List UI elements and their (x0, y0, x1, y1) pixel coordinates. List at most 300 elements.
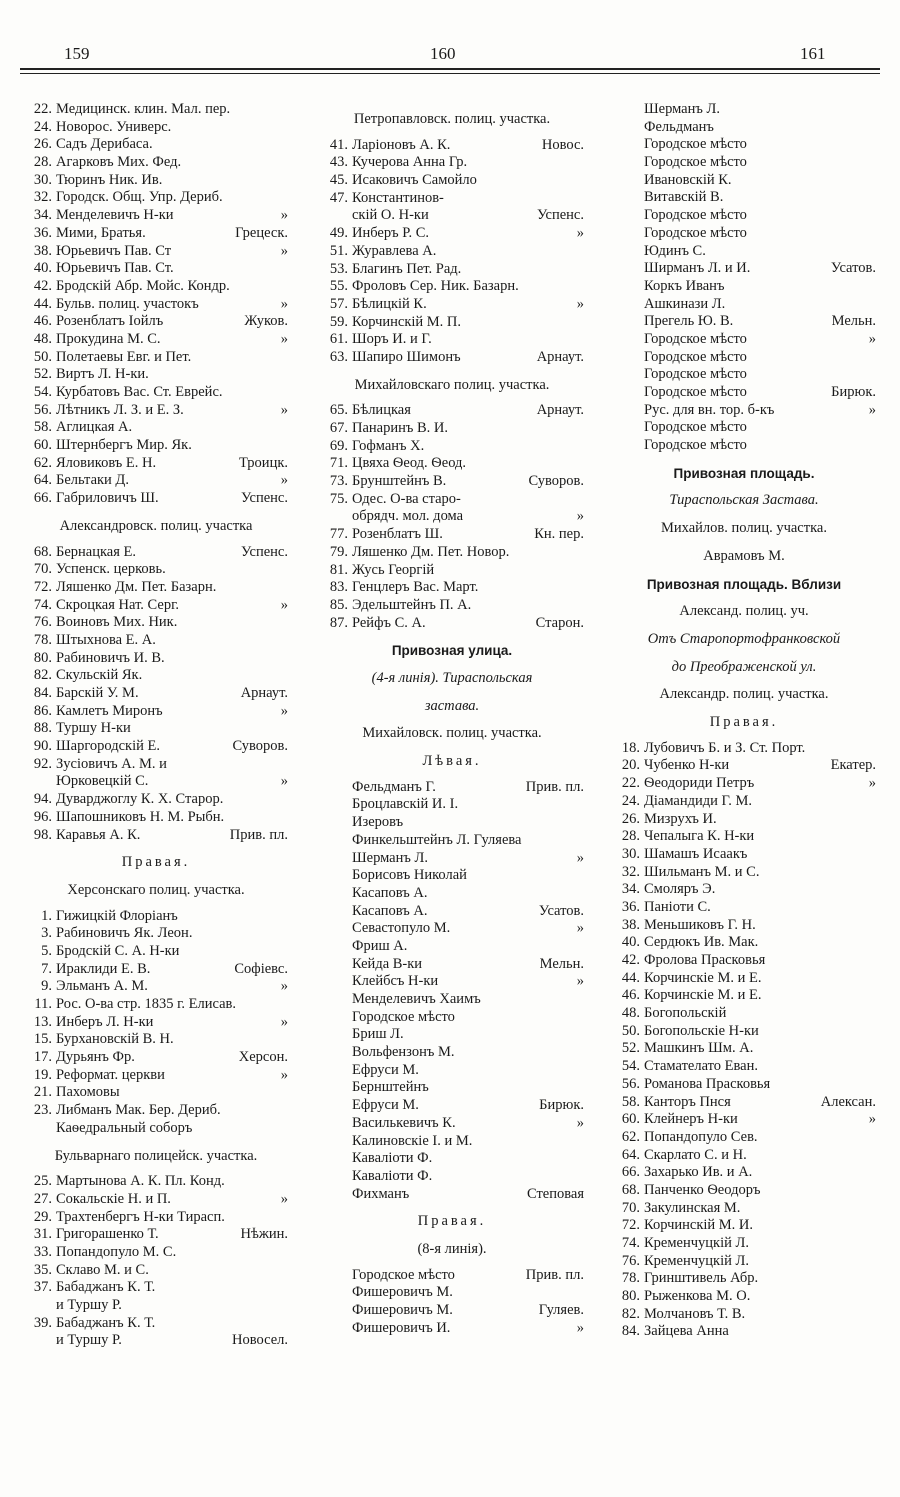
house-number: 33. (33, 1244, 52, 1260)
owner-name: Гижицкій Флоріанъ (56, 907, 178, 924)
house-number: 18. (621, 739, 640, 756)
list-item (608, 154, 880, 172)
list-item (316, 172, 588, 190)
list-item (316, 867, 588, 885)
list-item (316, 402, 588, 420)
cross-street: » (280, 1013, 288, 1030)
owner-name: Машкинъ Шм. А. (644, 1040, 754, 1057)
owner-name: Юдинъ С. (644, 242, 706, 259)
list-item (20, 827, 292, 845)
house-number: 37. (33, 1279, 52, 1296)
list-item (20, 1084, 292, 1102)
house-number: 96. (33, 808, 52, 825)
list-item (316, 243, 588, 261)
owner-name: Сокальскіе Н. и П. (56, 1190, 171, 1207)
list-item (20, 1244, 292, 1262)
owner-name: Панченко Ѳеодоръ (644, 1181, 761, 1198)
owner-name: Штернбергъ Мир. Як. (56, 437, 192, 454)
list-item (20, 154, 292, 172)
list-item (608, 1040, 880, 1058)
cross-street: Прив. пл. (525, 778, 584, 795)
section-heading: Правая. (417, 1213, 487, 1230)
owner-name: Бурхановскій В. Н. (56, 1031, 174, 1048)
list-item (608, 899, 880, 917)
list-item (316, 154, 588, 172)
house-number: 17. (33, 1049, 52, 1066)
list-item (608, 1270, 880, 1288)
section-heading: Тираспольская Застава. (669, 492, 819, 509)
house-number: 32. (621, 863, 640, 880)
list-item (608, 419, 880, 437)
owner-name: Панаринъ В. И. (352, 420, 449, 437)
cross-street: Арнаут. (536, 402, 584, 419)
list-item (608, 1306, 880, 1324)
owner-name: Коркъ Иванъ (644, 277, 725, 294)
section-heading: Михайлов. полиц. участка. (661, 520, 827, 537)
owner-name: Стамателато Еван. (644, 1058, 758, 1075)
list-item (20, 1191, 292, 1209)
list-item (316, 420, 588, 438)
house-number: 46. (621, 987, 640, 1004)
list-item (608, 934, 880, 952)
page-number-right: 161 (800, 44, 826, 63)
house-number: 45. (329, 172, 348, 189)
cross-street: Новос. (541, 136, 584, 153)
cross-street: Усатов. (538, 902, 584, 919)
section-heading: до Преображенской ул. (671, 658, 817, 675)
house-number: 34. (621, 881, 640, 898)
cross-street: » (280, 773, 288, 790)
owner-name: Зусіовичъ А. М. и (56, 755, 167, 772)
section-heading: Херсонскаго полиц. участка. (67, 881, 245, 898)
owner-name: Клейнеръ Н-ки (644, 1111, 738, 1128)
owner-name: Корчинскіе М. и Е. (644, 969, 762, 986)
owner-name: Инберъ Р. С. (352, 225, 430, 242)
owner-name: скій О. Н-ки (352, 207, 429, 224)
owner-name: Витавскій В. (644, 189, 724, 206)
cross-street: » (576, 849, 584, 866)
owner-name: Штыхнова Е. А. (56, 631, 156, 648)
list-item (316, 1284, 588, 1302)
cross-street: » (280, 242, 288, 259)
house-number: 47. (329, 189, 348, 206)
list-item (20, 472, 292, 490)
house-number: 11. (34, 996, 52, 1013)
section-heading: (8-я линія). (417, 1241, 487, 1257)
house-number: 57. (329, 295, 348, 312)
owner-name: Успенск. церковь. (56, 561, 166, 578)
owner-name: Скарлато С. и Н. (644, 1146, 747, 1163)
owner-name: Шоръ И. и Г. (352, 331, 432, 348)
house-number: 60. (621, 1111, 640, 1128)
list-item (20, 313, 292, 331)
house-number: 54. (621, 1058, 640, 1075)
cross-street: » (868, 401, 876, 418)
list-item (20, 996, 292, 1014)
house-number: 5. (41, 942, 52, 959)
owner-name: Ефруси М. (352, 1061, 419, 1078)
cross-street: » (280, 207, 288, 224)
owner-name: Бельтаки Д. (56, 472, 129, 489)
list-item (608, 1094, 880, 1112)
list-item (608, 1235, 880, 1253)
list-item (608, 243, 880, 261)
house-number: 56. (621, 1075, 640, 1092)
owner-name: Юрьевичъ Пав. Ст (56, 242, 172, 259)
owner-name: Скроцкая Нат. Серг. (56, 596, 180, 613)
owner-name: Бродскій Абр. Мойс. Кондр. (56, 277, 230, 294)
cross-street: Жуков. (244, 313, 288, 330)
house-number: 72. (621, 1217, 640, 1234)
list-item (316, 137, 588, 155)
list-item (316, 438, 588, 456)
list-item (20, 1262, 292, 1280)
list-item (20, 1279, 292, 1297)
list-item (20, 1014, 292, 1032)
cross-street: Грецеск. (235, 224, 288, 241)
house-number: 73. (329, 473, 348, 490)
list-item (316, 1186, 588, 1204)
house-number: 21. (33, 1084, 52, 1101)
owner-name: Константинов- (352, 189, 444, 206)
owner-name: Гринштивель Абр. (644, 1270, 759, 1287)
owner-name: Брунштейнъ В. (352, 473, 447, 490)
owner-name: Городское мѣсто (352, 1266, 455, 1283)
list-item (608, 189, 880, 207)
owner-name: Бабаджанъ К. Т. (56, 1279, 156, 1296)
owner-name: Агарковъ Мих. Фед. (56, 154, 182, 171)
list-item (316, 938, 588, 956)
owner-name: Мими, Братья. (56, 224, 146, 241)
list-item (608, 207, 880, 225)
list-item (20, 738, 292, 756)
owner-name: Городское мѣсто (644, 207, 747, 224)
owner-name: Ефруси М. (352, 1097, 419, 1114)
list-item (20, 331, 292, 349)
house-number: 87. (329, 614, 348, 631)
owner-name: Юрьевичъ Пав. Ст. (56, 260, 174, 277)
house-number: 59. (329, 313, 348, 330)
list-item (608, 793, 880, 811)
house-number: 34. (33, 207, 52, 224)
list-item (20, 961, 292, 979)
owner-name: Камлетъ Миронъ (56, 702, 163, 719)
owner-name: Корчинскій М. П. (352, 313, 462, 330)
house-number: 40. (621, 934, 640, 951)
house-number: 22. (33, 101, 52, 117)
owner-name: Рыженкова М. О. (644, 1288, 751, 1305)
section-heading: (4-я линія). Тираспольская (371, 669, 533, 686)
house-number: 26. (33, 136, 52, 153)
owner-name: Менделевичъ Н-ки (56, 207, 174, 224)
cross-street: » (280, 978, 288, 995)
list-item (608, 757, 880, 775)
owner-name: Фельдманъ Г. (352, 778, 436, 795)
house-number: 69. (329, 437, 348, 454)
house-number: 76. (33, 614, 52, 631)
list-item (608, 313, 880, 331)
house-number: 94. (33, 791, 52, 808)
owner-name: Богопольскій (644, 1005, 727, 1022)
section-heading: Михайловск. полиц. участка. (362, 725, 542, 742)
owner-name: Каѳедральный соборъ (56, 1119, 193, 1136)
list-item (20, 366, 292, 384)
list-item (20, 225, 292, 243)
list-item (20, 1067, 292, 1085)
house-number: 65. (329, 402, 348, 419)
list-item (20, 908, 292, 926)
owner-name: Шерманъ Л. (644, 101, 720, 117)
cross-street: Мельн. (831, 313, 876, 330)
list-item (316, 796, 588, 814)
owner-name: Городское мѣсто (644, 224, 747, 241)
list-item (316, 331, 588, 349)
list-item (316, 278, 588, 296)
list-item (20, 296, 292, 314)
owner-name: Бабаджанъ К. Т. (56, 1314, 156, 1331)
house-number: 23. (33, 1102, 52, 1119)
owner-name: и Туршу Р. (56, 1297, 122, 1314)
list-item (20, 632, 292, 650)
list-item (608, 917, 880, 935)
owner-name: Чепалыга К. Н-ки (644, 828, 755, 845)
owner-name: Бриш Л. (352, 1026, 404, 1043)
owner-name: Скульскій Як. (56, 667, 143, 684)
owner-name: Чубенко Н-ки (644, 757, 730, 774)
owner-name: Ляшенко Дм. Пет. Новор. (352, 543, 510, 560)
list-item (20, 384, 292, 402)
owner-name: Бѣлицкая (352, 402, 411, 419)
owner-name: Журавлева А. (352, 242, 437, 259)
house-number: 80. (33, 649, 52, 666)
owner-name: Ашкинази Л. (644, 295, 726, 312)
owner-name: Бѣлицкій К. (352, 295, 427, 312)
owner-name: и Туршу Р. (56, 1332, 122, 1349)
list-item (316, 349, 588, 367)
house-number: 86. (33, 702, 52, 719)
owner-name: Яловиковъ Е. Н. (56, 454, 157, 471)
house-number: 64. (621, 1146, 640, 1163)
owner-name: Зайцева Анна (644, 1323, 729, 1340)
cross-street: » (576, 1114, 584, 1131)
owner-name: Городское мѣсто (644, 419, 747, 436)
owner-name: Полетаевы Евг. и Пет. (56, 348, 192, 365)
house-number: 71. (329, 455, 348, 472)
cross-street: » (868, 1111, 876, 1128)
owner-name: Фишеровичъ М. (352, 1284, 453, 1301)
house-number: 25. (33, 1173, 52, 1190)
owner-name: Аглицкая А. (56, 419, 133, 436)
owner-name: Вольфензонъ М. (352, 1044, 455, 1061)
list-item (608, 1076, 880, 1094)
owner-name: Изеровъ (352, 814, 404, 831)
list-item (20, 490, 292, 508)
owner-name: Цвяха Ѳеод. Ѳеод. (352, 455, 467, 472)
owner-name: Барскій У. М. (56, 685, 139, 702)
owner-name: Броцлавскій И. І. (352, 796, 459, 813)
list-item (20, 207, 292, 225)
house-number: 38. (621, 916, 640, 933)
owner-name: Рабиновичъ Як. Леон. (56, 925, 193, 942)
owner-name: Генцлеръ Вас. Март. (352, 579, 479, 596)
house-number: 29. (33, 1208, 52, 1225)
list-item (316, 597, 588, 615)
section-heading: застава. (424, 697, 480, 714)
section-heading: Аврамовъ М. (703, 547, 785, 564)
cross-street: » (868, 775, 876, 792)
section-heading: Правая. (709, 714, 779, 731)
house-number: 62. (33, 454, 52, 471)
page-number-left: 159 (64, 44, 90, 63)
house-number: 56. (33, 401, 52, 418)
list-item (20, 119, 292, 137)
house-number: 64. (33, 472, 52, 489)
house-number: 55. (329, 278, 348, 295)
house-number: 68. (33, 543, 52, 560)
cross-street: Старон. (535, 614, 584, 631)
list-item (20, 172, 292, 190)
house-number: 13. (33, 1013, 52, 1030)
house-number: 83. (329, 579, 348, 596)
list-item (20, 544, 292, 562)
house-number: 51. (329, 242, 348, 259)
section-heading: Александ. полиц. уч. (679, 603, 809, 620)
owner-name: Фельдманъ (644, 118, 714, 135)
list-item (316, 1062, 588, 1080)
cross-street: » (280, 702, 288, 719)
list-item (20, 614, 292, 632)
list-item (20, 773, 292, 791)
owner-name: Бульв. полиц. участокъ (56, 295, 199, 312)
owner-name: Склаво М. и С. (56, 1261, 149, 1278)
owner-name: Попандопуло М. С. (56, 1244, 177, 1260)
list-item (316, 225, 588, 243)
owner-name: Рус. для вн. тор. б-къ (644, 401, 775, 418)
owner-name: Городск. Общ. Упр. Дериб. (56, 189, 223, 206)
cross-street: » (576, 920, 584, 937)
house-number: 84. (33, 685, 52, 702)
house-number: 9. (41, 978, 52, 995)
list-item (316, 973, 588, 991)
cross-street: Софіевс. (234, 960, 288, 977)
list-item (608, 1323, 880, 1341)
owner-name: Василькевичъ К. (352, 1114, 456, 1131)
section-heading: Александровск. полиц. участка (59, 517, 253, 534)
cross-street: Новосел. (232, 1332, 288, 1349)
house-number: 61. (329, 331, 348, 348)
list-item (608, 172, 880, 190)
cross-street: Суворов. (232, 738, 288, 755)
list-item (20, 791, 292, 809)
list-item (316, 850, 588, 868)
owner-name: Корчинскіе М. и Е. (644, 987, 762, 1004)
house-number: 52. (621, 1040, 640, 1057)
list-item (20, 1297, 292, 1315)
section-heading: Правая. (121, 854, 191, 871)
list-item (316, 526, 588, 544)
cross-street: » (280, 596, 288, 613)
house-number: 66. (621, 1164, 640, 1181)
list-item (20, 925, 292, 943)
owner-name: Садъ Дерибаса. (56, 136, 153, 153)
owner-name: Сердюкъ Ив. Мак. (644, 934, 759, 951)
house-number: 84. (621, 1323, 640, 1340)
house-number: 43. (329, 154, 348, 171)
owner-name: Одес. О-ва старо- (352, 490, 461, 507)
owner-name: Медицинск. клин. Мал. пер. (56, 101, 231, 117)
owner-name: Шапиро Шимонъ (352, 348, 461, 365)
list-item (608, 740, 880, 758)
house-number: 88. (33, 720, 52, 737)
list-item (608, 1288, 880, 1306)
owner-name: Клейбсъ Н-ки (352, 973, 439, 990)
list-item (20, 243, 292, 261)
house-number: 72. (33, 578, 52, 595)
owner-name: Фихманъ (352, 1185, 410, 1202)
house-number: 81. (329, 561, 348, 578)
house-number: 62. (621, 1128, 640, 1145)
list-item (608, 384, 880, 402)
house-number: 58. (621, 1093, 640, 1110)
list-item (316, 920, 588, 938)
list-item (20, 685, 292, 703)
column-left (20, 101, 292, 1350)
cross-street: » (280, 295, 288, 312)
list-item (608, 881, 880, 899)
column-middle (316, 101, 588, 1337)
house-number: 24. (33, 118, 52, 135)
house-number: 7. (41, 960, 52, 977)
list-item (316, 261, 588, 279)
owner-name: Смоляръ Э. (644, 881, 716, 898)
house-number: 31. (33, 1226, 52, 1243)
list-item (20, 455, 292, 473)
list-item (20, 189, 292, 207)
owner-name: Мартынова А. К. Пл. Конд. (56, 1173, 225, 1190)
header-rule-thin (20, 73, 880, 74)
owner-name: обрядч. мол. дома (352, 508, 464, 525)
owner-name: Трахтенбергъ Н-ки Тирасп. (56, 1208, 225, 1225)
owner-name: Попандопуло Сев. (644, 1128, 758, 1145)
owner-name: Эдельштейнъ П. А. (352, 596, 472, 613)
list-item (608, 952, 880, 970)
house-number: 42. (33, 277, 52, 294)
owner-name: Городское мѣсто (644, 348, 747, 365)
list-item (20, 437, 292, 455)
house-number: 32. (33, 189, 52, 206)
list-item (20, 667, 292, 685)
section-heading: Отъ Старопортофранковской (647, 630, 841, 647)
house-number: 19. (33, 1066, 52, 1083)
list-item (316, 473, 588, 491)
house-number: 28. (621, 828, 640, 845)
owner-name: Тюринъ Ник. Ив. (56, 171, 163, 188)
section-heading: Привозная площадь. (673, 465, 815, 481)
house-number: 82. (621, 1305, 640, 1322)
owner-name: Исаковичъ Самойло (352, 172, 477, 189)
list-item (20, 278, 292, 296)
owner-name: Діамандиди Г. М. (644, 792, 753, 809)
house-number: 36. (621, 898, 640, 915)
house-number: 46. (33, 313, 52, 330)
list-item (20, 101, 292, 119)
house-number: 24. (621, 792, 640, 809)
cross-street: Суворов. (528, 473, 584, 490)
list-item (608, 1111, 880, 1129)
cross-street: Екатер. (830, 757, 876, 774)
owner-name: Фишеровичъ М. (352, 1302, 453, 1319)
cross-street: » (576, 295, 584, 312)
